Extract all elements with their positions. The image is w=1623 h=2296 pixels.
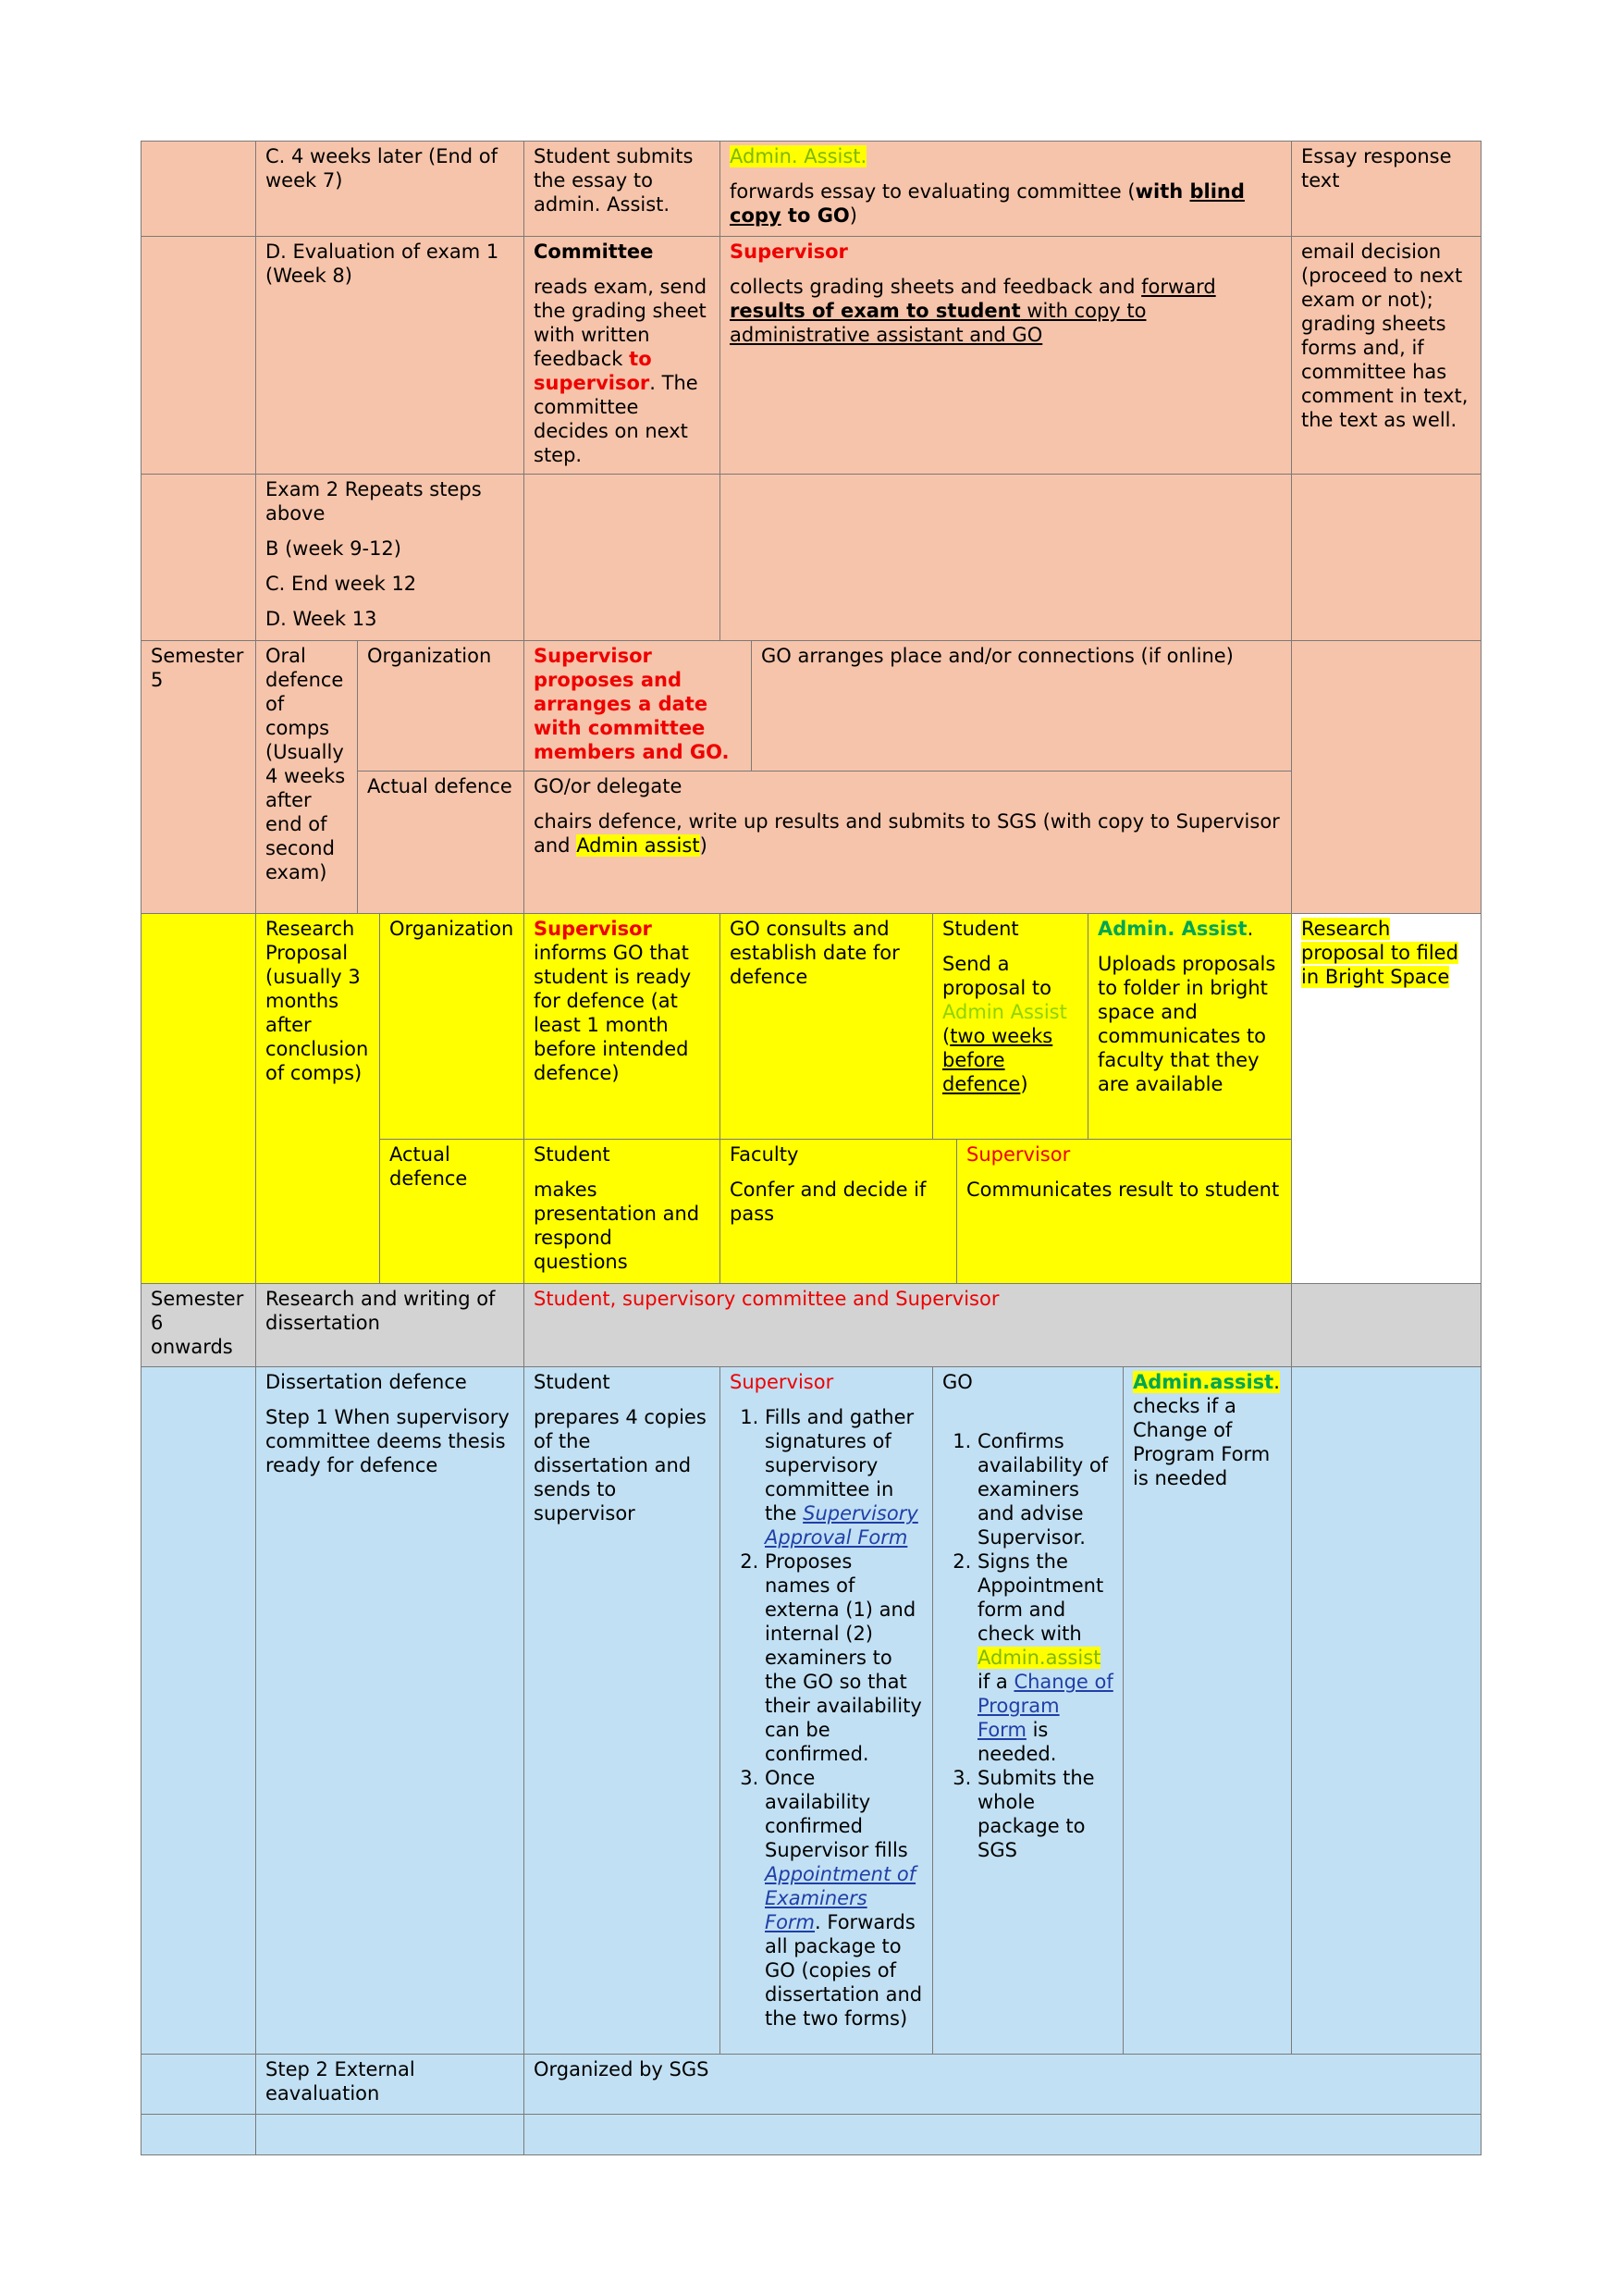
r4-semester-cell (141, 640, 255, 913)
r4-def-role: GO/or delegate (534, 775, 682, 797)
r2-semester-cell (141, 236, 255, 474)
r6-semester-cell (141, 1283, 255, 1366)
r4-output-cell (1291, 640, 1482, 913)
r5-def-supervisor-role: Supervisor (966, 1143, 1071, 1166)
r5-phase-text: Research Proposal (usually 3 months after conclusion of comps) (265, 918, 369, 1084)
r5-student-role: Student (942, 918, 1019, 940)
r7-admin-dot: . (1273, 1371, 1280, 1393)
r1-action-blind-copy: blind copy (730, 180, 1245, 227)
r4-def-label-cell (357, 771, 523, 913)
r1-semester-cell (141, 141, 255, 236)
r5-def-faculty-cell (719, 1139, 956, 1283)
r8-actor-text: Organized by SGS (534, 2058, 709, 2080)
r7-go-2-text: Signs the Appointment form and check with (977, 1550, 1104, 1645)
r2-supervisor-role: Supervisor (730, 241, 848, 263)
r1-output-text: Essay response text (1301, 145, 1452, 191)
r2-output-text: email decision (proceed to next exam or not); grading sheets forms and, if committee has comment in text, the text as well. (1301, 241, 1469, 431)
r4-org-go-text: GO arranges place and/or connections (if online) (761, 645, 1234, 667)
r7-go-2-text-c: is needed. (977, 1719, 1057, 1765)
r4-def-text: chairs defence, write up results and submits to SGS (with copy to Supervisor and (534, 810, 1280, 857)
r6-actor-text: Student, supervisory committee and Supervisor (534, 1288, 1000, 1310)
r7-supervisor-steps (730, 1405, 923, 2031)
r4-org-supervisor-cell (523, 640, 751, 771)
r9-actor-cell (523, 2114, 1482, 2155)
r7-output-cell (1291, 1366, 1482, 2054)
r7-admin-cell (1123, 1366, 1291, 2054)
r4-def-cell (523, 771, 1291, 913)
r8-step-cell (255, 2054, 523, 2114)
r2-output-cell (1291, 236, 1482, 474)
r5-student-open: ( (942, 1025, 951, 1047)
r6-semester-text: Semester 6 onwards (151, 1288, 244, 1358)
supervisory-approval-form-link[interactable]: Supervisory Approval Form (765, 1502, 918, 1549)
r8-actor-cell (523, 2054, 1482, 2114)
r7-student-cell (523, 1366, 719, 2054)
r5-def-label: Actual defence (389, 1143, 468, 1190)
r7-go-steps (942, 1429, 1113, 1862)
r5-phase-cell (255, 913, 379, 1283)
r1-output-cell (1291, 141, 1482, 236)
r2-committee-role: Committee (534, 241, 654, 263)
r5-def-student-text: makes presentation and respond questions (534, 1179, 700, 1273)
r7-sup-3-text-b: . Forwards all package to GO (copies of dissertation and the two forms) (765, 1911, 923, 2030)
r6-actor-cell (523, 1283, 1291, 1366)
r4-def-label: Actual defence (367, 775, 512, 797)
r5-supervisor-role: Supervisor (534, 918, 652, 940)
r7-go-2-admin-assist: Admin.assist (977, 1647, 1101, 1669)
r5-def-student-role: Student (534, 1143, 610, 1166)
r5-def-faculty-text: Confer and decide if pass (730, 1179, 927, 1225)
r7-go-step-2 (977, 1549, 1113, 1766)
r2-step-cell (255, 236, 523, 474)
r4-def-close: ) (699, 834, 707, 857)
r9-semester-cell (141, 2114, 255, 2155)
r7-supervisor-step-1 (765, 1405, 923, 1549)
r5-student-cell (932, 913, 1088, 1139)
r7-go-2-text-b: if a (977, 1671, 1014, 1693)
r7-step-text: Step 1 When supervisory committee deems thesis ready for defence (265, 1406, 510, 1476)
r5-def-label-cell (379, 1139, 523, 1283)
r7-supervisor-step-2 (765, 1549, 923, 1766)
r7-supervisor-role: Supervisor (730, 1371, 834, 1393)
appointment-of-examiners-form-link[interactable]: Appointment of Examiners Form (765, 1863, 916, 1933)
r5-student-text1: Send a proposal to (942, 953, 1051, 999)
r2-action-text1: collects grading sheets and feedback and (730, 276, 1142, 298)
r5-def-student-cell (523, 1139, 719, 1283)
r5-admin-text: Uploads proposals to folder in bright space and communicates to faculty that they are available (1098, 953, 1276, 1095)
r5-output-cell (1291, 913, 1482, 1283)
r7-sup-3-text: Once availability confirmed Supervisor fills (765, 1767, 908, 1861)
r7-go-3-text: Submits the whole package to SGS (977, 1767, 1095, 1861)
r2-actor-cell (523, 236, 719, 474)
r1-step-text: C. 4 weeks later (End of week 7) (265, 145, 498, 191)
r4-org-label: Organization (367, 645, 492, 667)
r6-phase-text: Research and writing of dissertation (265, 1288, 496, 1334)
r2-action-cell (719, 236, 1291, 474)
r1-admin-assist-role: Admin. Assist. (730, 145, 867, 167)
r8-semester-cell (141, 2054, 255, 2114)
r4-semester-text: Semester 5 (151, 645, 244, 691)
r4-phase-text: Oral defence of comps (Usually 4 weeks after end of second exam) (265, 645, 346, 883)
r5-supervisor-text: informs GO that student is ready for defence (at least 1 month before intended defence) (534, 942, 692, 1084)
r8-step-text: Step 2 External eavaluation (265, 2058, 415, 2105)
r4-org-go-cell (751, 640, 1291, 771)
r3-actor-cell (523, 474, 719, 640)
r7-supervisor-cell (719, 1366, 932, 2054)
r5-go-cell (719, 913, 932, 1139)
r5-go-text: GO consults and establish date for defence (730, 918, 900, 988)
r3-line-4: D. Week 13 (265, 608, 377, 630)
r1-action-close: ) (849, 204, 857, 227)
r7-sup-1-text: Fills and gather signatures of supervisory committee in the (765, 1406, 915, 1524)
r3-line-3: C. End week 12 (265, 573, 417, 595)
r3-action-cell (719, 474, 1291, 640)
r2-action-results: results of exam to student (730, 300, 1021, 322)
r7-student-role: Student (534, 1371, 610, 1393)
r6-phase-cell (255, 1283, 523, 1366)
r3-step-cell (255, 474, 523, 640)
r1-actor-text: Student submits the essay to admin. Assist. (534, 145, 694, 216)
r5-supervisor-cell (523, 913, 719, 1139)
r7-go-step-1 (977, 1429, 1113, 1549)
r5-admin-role: Admin. Assist (1098, 918, 1248, 940)
r2-actor-text2: . The committee decides on next step. (534, 372, 698, 466)
r2-actor-red: to supervisor (534, 348, 652, 394)
r5-admin-cell (1088, 913, 1291, 1139)
r7-go-step-3 (977, 1766, 1113, 1862)
r7-semester-cell (141, 1366, 255, 2054)
r7-go-role: GO (942, 1371, 973, 1393)
r5-def-supervisor-text: Communicates result to student (966, 1179, 1280, 1201)
r5-admin-dot: . (1247, 918, 1254, 940)
r5-student-admin-assist: Admin Assist (942, 1001, 1067, 1023)
r7-admin-role: Admin.assist (1133, 1371, 1274, 1393)
r1-step-cell (255, 141, 523, 236)
r5-output-text: Research proposal to filed in Bright Space (1301, 918, 1458, 988)
r5-student-two-weeks: two weeks before defence (942, 1025, 1053, 1095)
r7-phase-text: Dissertation defence (265, 1371, 467, 1393)
r4-org-label-cell (357, 640, 523, 771)
r5-def-faculty-role: Faculty (730, 1143, 799, 1166)
r3-line-2: B (week 9-12) (265, 537, 401, 560)
r5-def-supervisor-cell (956, 1139, 1291, 1283)
r4-def-admin-assist: Admin assist (576, 834, 700, 857)
r2-step-text: D. Evaluation of exam 1 (Week 8) (265, 241, 499, 287)
r5-org-label-cell (379, 913, 523, 1139)
r1-action-cell (719, 141, 1291, 236)
r3-semester-cell (141, 474, 255, 640)
r5-org-label: Organization (389, 918, 514, 940)
r7-student-text: prepares 4 copies of the dissertation and sends to supervisor (534, 1406, 707, 1524)
r9-step-cell (255, 2114, 523, 2155)
r7-sup-2-text: Proposes names of externa (1) and internal (2) examiners to the GO so that their availability can be confirmed. (765, 1550, 922, 1765)
r7-step-cell (255, 1366, 523, 2054)
r3-line-1: Exam 2 Repeats steps above (265, 478, 482, 525)
r7-go-cell (932, 1366, 1123, 2054)
r3-output-cell (1291, 474, 1482, 640)
r1-actor-cell (523, 141, 719, 236)
r5-student-close: ) (1020, 1073, 1028, 1095)
r2-action-copy: with copy to administrative assistant and GO (730, 300, 1147, 346)
change-of-program-form-link[interactable]: Change of Program Form (977, 1671, 1113, 1741)
r1-action-text: forwards essay to evaluating committee ( (730, 180, 1136, 203)
r4-phase-cell (255, 640, 357, 913)
r2-action-forward: forward (1141, 276, 1216, 298)
r5-semester-cell (141, 913, 255, 1283)
r6-output-cell (1291, 1283, 1482, 1366)
r7-supervisor-step-3 (765, 1766, 923, 2031)
r1-action-bold1: with (1135, 180, 1190, 203)
r7-admin-text: checks if a Change of Program Form is needed (1133, 1395, 1271, 1489)
r7-go-1-text: Confirms availability of examiners and advise Supervisor. (977, 1430, 1109, 1549)
r2-actor-text1: reads exam, send the grading sheet with written feedback (534, 276, 707, 370)
r1-action-bold2: to GO (781, 204, 850, 227)
r4-org-supervisor-text: Supervisor proposes and arranges a date with committee members and GO. (534, 645, 730, 763)
